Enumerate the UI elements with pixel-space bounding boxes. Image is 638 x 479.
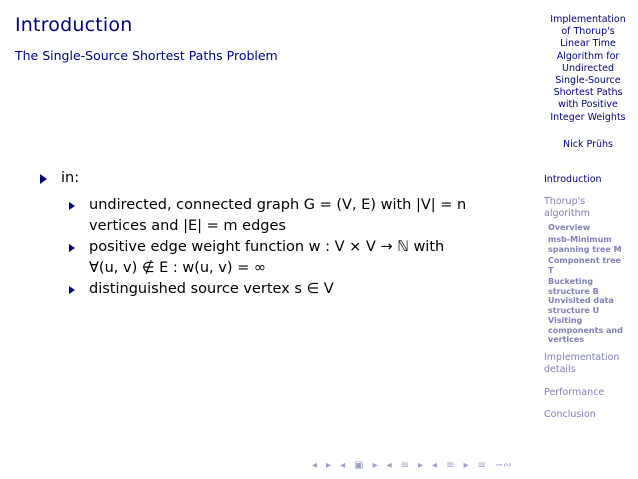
subsection-label-line: vertices [548, 335, 585, 344]
title-line: of Thorup's [561, 26, 615, 38]
subsection-label-line: structure U [548, 305, 600, 315]
subsection-label-line: msb-Minimum [548, 235, 612, 244]
section-label-line: details [544, 364, 576, 375]
sub-item-line: distinguished source vertex s ∈ V [89, 281, 334, 297]
title-line: Implementation [550, 14, 626, 25]
section-label-line: Implementation [544, 352, 620, 363]
subsection-label-line: Bucketing [548, 277, 594, 286]
navigation-symbols [312, 459, 512, 473]
title-line: Linear Time [560, 38, 616, 50]
sidebar-section-thorups-algorithm[interactable] [544, 196, 634, 220]
sidebar-subsection-overview[interactable]: Overview [548, 223, 591, 232]
title-line: Single-Source [555, 75, 621, 87]
nav-next-section-icon[interactable]: ▸ [463, 460, 469, 471]
subsection-label-line: spanning tree M [548, 244, 622, 254]
sidebar-section-performance[interactable]: Performance [544, 387, 605, 398]
sub-item-line: undirected, connected graph G = (V, E) with |V| = n [89, 197, 467, 213]
sub-list-item [36, 237, 526, 279]
nav-next-subsection-icon[interactable]: ▸ [418, 460, 424, 471]
subsection-label-line: Component tree [548, 256, 621, 265]
sub-list-item [36, 279, 526, 300]
title-line: Integer Weights [550, 111, 626, 123]
nav-prev-frame-icon[interactable]: ◂ [312, 460, 318, 471]
frame-title: Introduction [15, 14, 133, 36]
title-line: Shortest Paths [553, 87, 623, 99]
nav-prev-section-icon[interactable]: ◂ [432, 460, 438, 471]
title-line: Undirected [561, 62, 614, 74]
triangle-bullet-icon [40, 174, 47, 184]
nav-next-slide-icon[interactable]: ▸ [372, 460, 378, 471]
sub-item-line: ∀(u, v) ∉ E : w(u, v) = ∞ [89, 260, 266, 276]
sub-item-line: vertices and |E| = m edges [89, 218, 286, 234]
sidebar-section-implementation-details[interactable] [544, 352, 634, 376]
sidebar [536, 0, 638, 479]
subsection-label-line: Unvisited data [548, 296, 614, 305]
sidebar-subsection-unvisited-structure[interactable] [548, 296, 634, 315]
sidebar-subsection-msb-spanning-tree[interactable] [548, 235, 634, 254]
subsection-label-line: T [548, 265, 554, 275]
subsection-label-line: components and [548, 325, 623, 335]
section-label-line: algorithm [544, 208, 590, 219]
frame-subtitle: The Single-Source Shortest Paths Problem [15, 48, 278, 63]
section-label-line: Thorup's [544, 196, 586, 207]
triangle-bullet-icon [69, 202, 75, 210]
title-line: with Positive [558, 99, 618, 111]
nav-prev-subsection-icon[interactable]: ◂ [386, 460, 392, 471]
nav-prev-slide-icon[interactable]: ◂ [340, 460, 346, 471]
sidebar-subsection-visiting[interactable] [548, 316, 634, 345]
sub-list [36, 195, 526, 300]
nav-subsection-icon[interactable]: ≡ [400, 460, 409, 471]
nav-next-frame-icon[interactable]: ▸ [326, 460, 332, 471]
triangle-bullet-icon [69, 244, 75, 252]
sub-list-item [36, 195, 526, 237]
presentation-title[interactable] [542, 14, 634, 124]
sidebar-subsection-component-tree[interactable] [548, 256, 634, 275]
triangle-bullet-icon [69, 286, 75, 294]
nav-section-icon[interactable]: ≡ [446, 460, 455, 471]
sidebar-subsection-bucketing-structure[interactable] [548, 277, 634, 296]
title-line: Algorithm for [556, 50, 620, 62]
presentation-author: Nick Prühs [563, 139, 613, 150]
subsection-label-line: Visiting [548, 316, 583, 325]
sub-item-line: positive edge weight function w : V × V → ℕ with [89, 239, 445, 255]
nav-slide-icon[interactable]: ▣ [354, 460, 364, 471]
item-label: in: [61, 170, 80, 186]
nav-search-icon[interactable]: ∽∾ [494, 460, 512, 471]
list-item [36, 168, 526, 189]
subsection-label-line: structure B [548, 286, 599, 296]
slide-content [36, 168, 526, 300]
sidebar-section-introduction[interactable]: Introduction [544, 174, 602, 185]
nav-appendix-icon[interactable]: ≡ [477, 460, 486, 471]
sidebar-section-conclusion[interactable]: Conclusion [544, 409, 596, 420]
